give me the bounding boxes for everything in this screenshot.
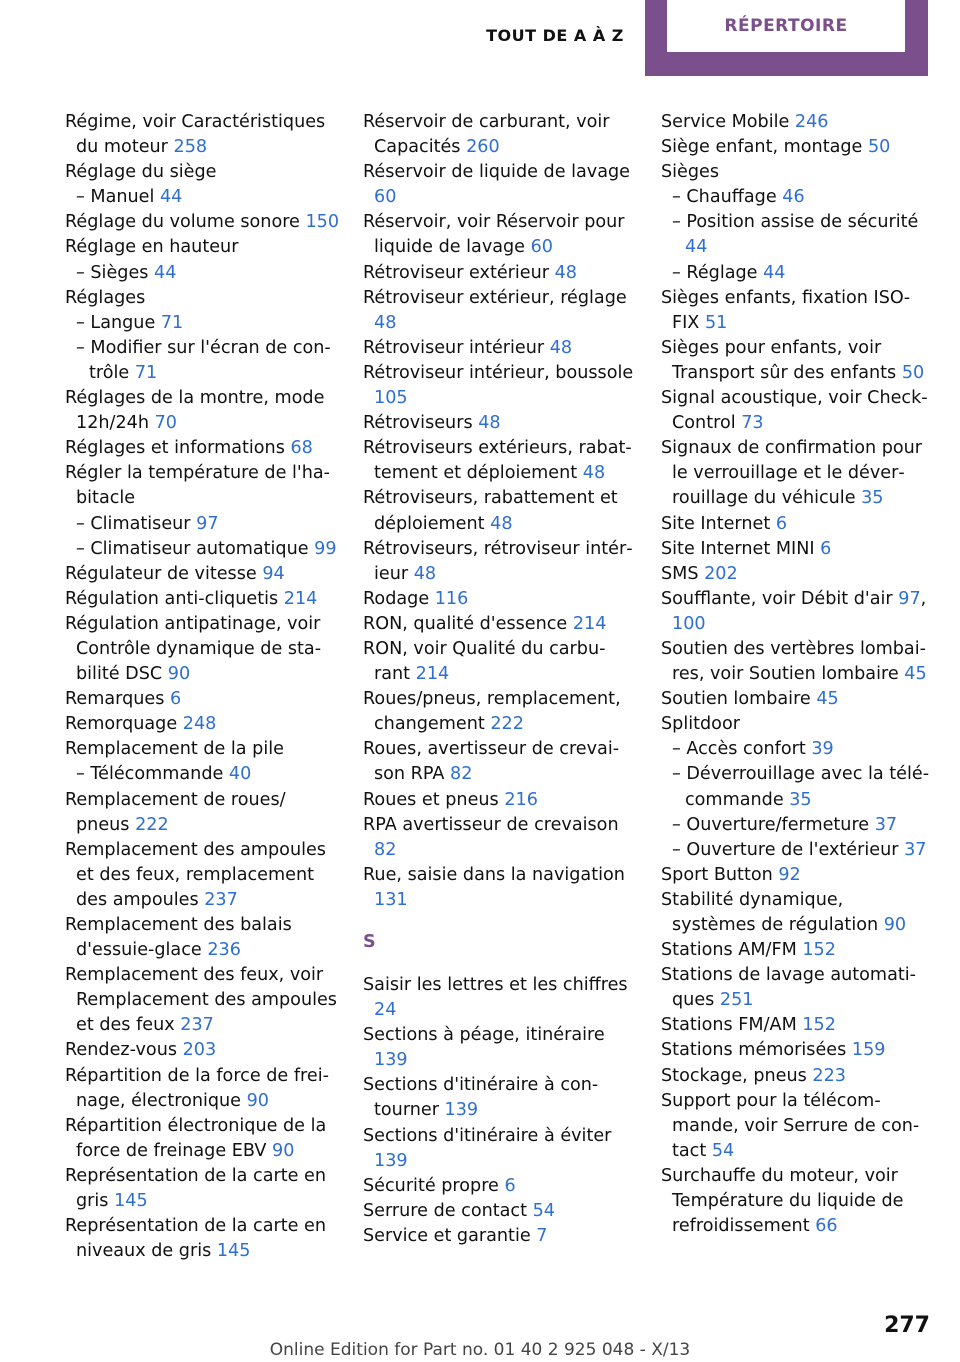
page-link[interactable]: 90 <box>167 664 191 685</box>
index-entry <box>661 637 931 687</box>
entry-text: Représentation de la carte en gris <box>65 1165 327 1212</box>
entry-text: Siège enfant, montage <box>661 137 868 158</box>
index-entry <box>363 612 635 637</box>
page-link[interactable]: 24 <box>374 1000 397 1021</box>
entry-text: – Position assise de sécurité <box>672 212 919 233</box>
index-subentry <box>661 762 931 812</box>
entry-text: RON, voir Qualité du carburant <box>363 638 606 685</box>
index-subentry <box>65 537 340 562</box>
index-entry <box>363 587 635 612</box>
index-entry <box>661 1164 931 1239</box>
page-link[interactable]: 48 <box>582 463 606 484</box>
page-link[interactable]: 37 <box>904 839 927 860</box>
entry-text: Rétroviseur extérieur, réglage <box>363 287 627 308</box>
entry-text: Stations FM/AM <box>661 1015 803 1036</box>
page-link[interactable]: 48 <box>554 262 577 283</box>
page-link[interactable]: 152 <box>802 1015 836 1036</box>
index-entry <box>65 436 340 461</box>
index-entry <box>65 286 340 311</box>
entry-text: – Sièges <box>76 262 155 283</box>
index-subentry <box>661 838 931 863</box>
page-link[interactable]: 251 <box>719 990 754 1011</box>
page-link[interactable]: 37 <box>874 814 898 835</box>
entry-text: – Langue <box>76 312 161 333</box>
entry-text: Sécurité propre <box>363 1175 505 1196</box>
page-link[interactable]: 82 <box>374 839 397 860</box>
entry-text: Réglage du volume sonore <box>65 212 306 233</box>
entry-text: Rétroviseurs <box>363 413 479 434</box>
entry-text: – Modifier sur l'écran de contrôle <box>76 337 331 383</box>
entry-text: Sections d'itinéraire à éviter <box>363 1125 612 1146</box>
page-link[interactable]: 97 <box>898 588 921 609</box>
entry-text: Remplacement des ampoules et des feux, remplacement des ampoules <box>65 839 326 910</box>
entry-text: Répartition électronique de la force de freinage EBV <box>65 1115 327 1161</box>
entry-text: Surchauffe du moteur, voir Température du liquide de refroidissement <box>661 1165 904 1237</box>
entry-text: Sport Button <box>661 864 779 885</box>
entry-text: – Ouverture/fermeture <box>672 814 875 835</box>
entry-text: Stockage, pneus <box>661 1065 813 1086</box>
page-link[interactable]: 237 <box>180 1015 214 1036</box>
index-entry <box>65 687 340 712</box>
page-link[interactable]: 90 <box>246 1090 269 1111</box>
entry-text: Service et garantie <box>363 1225 537 1246</box>
entry-text: Signaux de confirmation pour le verrouillage et le déverrouillage du véhicule <box>661 438 923 509</box>
page-link[interactable]: 97 <box>196 513 219 534</box>
entry-text: Soutien lombaire <box>661 689 817 710</box>
page-link[interactable]: 45 <box>904 664 927 685</box>
page-link[interactable]: 152 <box>802 940 836 961</box>
entry-text: Saisir les lettres et les chiffres <box>363 975 628 995</box>
index-entry <box>363 1174 635 1199</box>
index-subentry <box>661 185 931 210</box>
entry-text: Régime, voir Caractéristiques du moteur <box>65 112 326 158</box>
page-link[interactable]: 71 <box>134 362 158 383</box>
index-entry <box>65 562 340 587</box>
entry-text: – Ouverture de l'extérieur <box>672 839 905 860</box>
page-link[interactable]: 222 <box>490 714 524 735</box>
index-entry <box>661 1013 931 1038</box>
entry-text: Rétroviseur extérieur <box>363 262 555 283</box>
index-entry <box>65 1114 340 1164</box>
page-link[interactable]: 82 <box>450 764 473 785</box>
page-link[interactable]: 90 <box>883 915 907 935</box>
page-link[interactable]: 202 <box>704 563 738 584</box>
page-link[interactable]: 246 <box>794 112 829 132</box>
entry-text: Stabilité dynamique, systèmes de régulation <box>661 889 884 935</box>
entry-text: Sièges enfants, fixation ISOFIX <box>661 287 911 333</box>
entry-text: Site Internet <box>661 513 776 534</box>
page-link[interactable]: 6 <box>775 513 788 534</box>
entry-text: Service Mobile <box>661 112 795 132</box>
index-entry <box>65 1164 340 1214</box>
index-column-3 <box>661 110 931 1239</box>
index-entry <box>65 612 340 687</box>
entry-text: RON, qualité d'essence <box>363 613 573 634</box>
page-link[interactable]: 203 <box>182 1040 217 1061</box>
page-link[interactable]: 50 <box>901 362 925 383</box>
chapter-tab[interactable] <box>645 0 928 76</box>
entry-text: Répartition de la force de freinage, électronique <box>65 1065 329 1111</box>
index-entry <box>65 160 340 185</box>
index-entry <box>65 712 340 737</box>
page-link[interactable]: 48 <box>549 337 573 358</box>
entry-text: Remarques <box>65 689 171 710</box>
index-entry <box>661 1089 931 1164</box>
index-entry <box>363 687 635 737</box>
page-link[interactable]: 6 <box>170 689 182 710</box>
page-link[interactable]: 48 <box>478 413 501 434</box>
page-link[interactable]: 214 <box>283 588 318 609</box>
entry-text: Remplacement de la pile <box>65 739 284 760</box>
page-link[interactable]: 68 <box>290 438 313 459</box>
entry-text: Stations de lavage automatiques <box>661 965 916 1011</box>
page-link[interactable]: 44 <box>159 187 183 208</box>
index-entry: Soufflante, voir Débit d'air 97, 100 <box>661 588 927 634</box>
page-link[interactable]: 150 <box>305 212 340 233</box>
entry-text: Sièges pour enfants, voir Transport sûr des enfants <box>661 337 902 383</box>
index-subentry <box>65 261 340 286</box>
index-entry <box>363 110 635 160</box>
index-subentry <box>65 311 340 336</box>
index-entry <box>363 737 635 787</box>
index-entry <box>363 210 635 260</box>
index-subentry <box>661 737 931 762</box>
index-column-2 <box>363 110 635 1249</box>
page-link[interactable]: 237 <box>204 889 238 910</box>
entry-text: Remplacement des balais d'essuie-glace <box>65 915 292 961</box>
page-link[interactable]: 236 <box>207 940 241 961</box>
page-link[interactable]: 116 <box>434 588 469 609</box>
entry-text: Régler la température de l'habitacle <box>65 463 331 509</box>
page-link[interactable]: 54 <box>532 1200 555 1221</box>
section-header: TOUT DE A À Z <box>486 25 624 45</box>
entry-text: Rétroviseur intérieur, boussole <box>363 362 634 383</box>
index-entry <box>65 461 340 511</box>
index-entry <box>65 587 340 612</box>
entry-text: Réservoir de liquide de lavage <box>363 162 630 183</box>
page-link[interactable]: 54 <box>711 1140 735 1161</box>
page-link[interactable]: 44 <box>685 237 708 258</box>
index-entry <box>65 737 340 762</box>
index-entry <box>661 1038 931 1063</box>
index-entry <box>661 963 931 1013</box>
page-link[interactable]: 94 <box>262 563 285 584</box>
entry-text: Réservoir de carburant, voir Capacités <box>363 112 610 158</box>
index-entry <box>661 888 931 938</box>
index-subentry <box>661 210 931 260</box>
page-link[interactable]: 50 <box>867 137 891 158</box>
page-link[interactable]: 48 <box>490 513 513 534</box>
entry-text: – Chauffage <box>672 187 783 208</box>
index-entry <box>65 235 340 260</box>
index-entry <box>661 386 931 436</box>
page-link[interactable]: 145 <box>216 1241 251 1262</box>
chapter-tab-label: RÉPERTOIRE <box>667 0 905 52</box>
entry-text: Réglages et informations <box>65 438 291 459</box>
page-link[interactable]: 145 <box>114 1191 148 1212</box>
index-column-1 <box>65 110 340 1264</box>
index-entry <box>363 436 635 486</box>
index-entry <box>661 687 931 712</box>
page-link[interactable]: 46 <box>782 187 805 208</box>
index-entry <box>65 110 340 160</box>
index-entry <box>65 210 340 235</box>
index-entry <box>363 1224 635 1249</box>
index-entry <box>661 863 931 888</box>
index-subentry <box>65 185 340 210</box>
entry-text: Serrure de contact <box>363 1200 533 1221</box>
index-subentry <box>65 336 340 386</box>
index-entry <box>363 261 635 286</box>
page-link[interactable]: 60 <box>530 237 553 258</box>
index-entry <box>363 286 635 336</box>
page-link[interactable]: 35 <box>861 488 884 509</box>
entry-text: Rétroviseurs, rétroviseur intérieur <box>363 538 633 584</box>
entry-text: Rétroviseur intérieur <box>363 337 550 358</box>
index-entry <box>65 386 340 436</box>
index-entry <box>363 160 635 210</box>
entry-text: – Climatiseur <box>76 513 197 534</box>
entry-text: Sections d'itinéraire à contourner <box>363 1075 599 1121</box>
page-link[interactable]: 71 <box>160 312 184 333</box>
page-link[interactable]: 90 <box>272 1140 295 1161</box>
page-link[interactable]: 73 <box>741 413 764 434</box>
entry-text: Réglages de la montre, mode 12h/24h <box>65 388 325 434</box>
page-link[interactable]: 222 <box>135 814 169 835</box>
index-entry <box>65 913 340 963</box>
entry-text: SMS <box>661 563 705 584</box>
entry-text: – Manuel <box>76 187 160 208</box>
entry-text: Sections à péage, itinéraire <box>363 1025 605 1046</box>
index-entry <box>661 1064 931 1089</box>
index-entry <box>661 436 931 511</box>
index-entry <box>661 135 931 160</box>
entry-text: – Déverrouillage avec la télécommande <box>672 764 930 810</box>
entry-text: Rendez-vous <box>65 1040 183 1061</box>
page-link[interactable]: 48 <box>413 563 437 584</box>
index-entry <box>661 336 931 386</box>
entry-text: RPA avertisseur de crevaison <box>363 814 619 835</box>
index-entry <box>65 1064 340 1114</box>
page-link[interactable]: 139 <box>374 1050 408 1071</box>
entry-text: Roues/pneus, remplacement, changement <box>363 689 621 735</box>
entry-text: Rue, saisie dans la navigation <box>363 864 625 885</box>
index-entry <box>65 788 340 838</box>
index-subentry <box>661 813 931 838</box>
page-link[interactable]: 258 <box>173 137 208 158</box>
entry-text: Rétroviseurs extérieurs, rabattement et déploiement <box>363 438 632 484</box>
entry-text: Stations AM/FM <box>661 940 803 961</box>
index-entry <box>661 286 931 336</box>
index-entry <box>363 863 635 913</box>
page-link[interactable]: 139 <box>444 1100 479 1121</box>
page-link[interactable]: 248 <box>182 714 217 735</box>
index-subentry <box>65 762 340 787</box>
page-link[interactable]: 260 <box>466 137 500 158</box>
entry-text: Réglage du siège <box>65 162 217 183</box>
page-link[interactable]: 6 <box>504 1175 516 1196</box>
index-entry <box>363 1124 635 1174</box>
page-number: 277 <box>884 1313 930 1338</box>
entry-text: – Télécommande <box>76 764 229 785</box>
index-entry <box>661 110 931 135</box>
index-entry <box>65 838 340 913</box>
index-entry <box>363 336 635 361</box>
index-entry <box>363 486 635 536</box>
index-entry <box>65 963 340 1038</box>
entry-text: Représentation de la carte en niveaux de gris <box>65 1216 327 1262</box>
index-entry <box>363 813 635 863</box>
entry-text: Régulateur de vitesse <box>65 563 263 584</box>
page-link[interactable]: 131 <box>374 889 408 910</box>
entry-text: Régulation anti-cliquetis <box>65 588 284 609</box>
page-link[interactable]: 66 <box>815 1216 838 1237</box>
entry-text: Réglage en hauteur <box>65 237 239 258</box>
index-entry <box>661 537 931 562</box>
entry-text: Roues, avertisseur de crevaison RPA <box>363 739 620 785</box>
entry-text: Signal acoustique, voir Check-Control <box>661 388 928 434</box>
entry-text: Régulation antipatinage, voir Contrôle dynamique de stabilité DSC <box>65 613 322 685</box>
page-link[interactable]: 139 <box>374 1150 408 1171</box>
entry-text: Rétroviseurs, rabattement et déploiement <box>363 488 618 534</box>
entry-text: Stations mémorisées <box>661 1040 852 1061</box>
page-link[interactable]: 45 <box>816 689 839 710</box>
entry-text: Réglages <box>65 287 146 308</box>
index-subentry <box>661 261 931 286</box>
page-link[interactable]: 35 <box>789 789 812 810</box>
index-entry <box>65 1038 340 1063</box>
index-entry <box>65 1214 340 1264</box>
index-entry <box>661 712 931 737</box>
page-link[interactable]: 105 <box>374 388 408 409</box>
index-entry <box>363 411 635 436</box>
page-link[interactable]: 223 <box>812 1065 846 1086</box>
index-letter-heading: S <box>363 932 376 952</box>
index-entry <box>661 160 931 185</box>
page-link[interactable]: 48 <box>374 312 397 333</box>
page-link[interactable]: 6 <box>820 538 832 559</box>
entry-text: Remorquage <box>65 714 183 735</box>
entry-text: – Accès confort <box>672 739 812 760</box>
page-link[interactable]: 44 <box>154 262 177 283</box>
entry-text: Rodage <box>363 588 435 609</box>
entry-text: – Climatiseur automatique <box>76 538 315 559</box>
page-link[interactable]: 70 <box>154 413 177 434</box>
page-link[interactable]: 214 <box>572 613 607 634</box>
page-link[interactable]: 44 <box>763 262 786 283</box>
entry-text: – Réglage <box>672 262 764 283</box>
page-link[interactable]: 51 <box>704 312 728 333</box>
entry-text: Soutien des vertèbres lombaires, voir Soutien lombaire <box>661 638 926 685</box>
page-link[interactable]: 60 <box>374 187 397 208</box>
index-entry <box>363 1023 635 1073</box>
entry-text: Splitdoor <box>661 714 740 735</box>
page-link[interactable]: 99 <box>314 538 337 559</box>
edition-footer: Online Edition for Part no. 01 40 2 925 048 - X/13 <box>269 1340 691 1360</box>
page-link[interactable]: 40 <box>228 764 252 785</box>
index-entry <box>661 512 931 537</box>
index-entry <box>363 537 635 587</box>
page-link[interactable]: 100 <box>672 613 706 634</box>
entry-text: Support pour la télécommande, voir Serrure de contact <box>661 1090 920 1161</box>
page-link[interactable]: 159 <box>851 1040 886 1061</box>
index-entry <box>363 637 635 687</box>
index-entry <box>661 938 931 963</box>
index-entry <box>363 1199 635 1224</box>
entry-text: Sièges <box>661 162 720 183</box>
index-entry <box>363 1073 635 1123</box>
page-link[interactable]: 216 <box>504 789 538 810</box>
page-link[interactable]: 39 <box>811 739 834 760</box>
index-entry <box>363 788 635 813</box>
entry-text: Site Internet MINI <box>661 538 821 559</box>
entry-text: Soufflante, voir Débit d'air <box>661 588 899 609</box>
page-link[interactable]: 7 <box>536 1225 548 1246</box>
entry-text: Réservoir, voir Réservoir pour liquide de lavage <box>363 212 625 258</box>
index-entry <box>363 973 635 1023</box>
index-entry <box>363 361 635 411</box>
index-entry <box>661 562 931 587</box>
page-link[interactable]: 92 <box>778 864 801 885</box>
index-subentry <box>65 512 340 537</box>
entry-text: Roues et pneus <box>363 789 505 810</box>
page-link[interactable]: 214 <box>415 664 450 685</box>
entry-text: Remplacement de roues/ pneus <box>65 789 286 835</box>
entry-text: Remplacement des feux, voir Remplacement des ampoules et des feux <box>65 965 337 1036</box>
